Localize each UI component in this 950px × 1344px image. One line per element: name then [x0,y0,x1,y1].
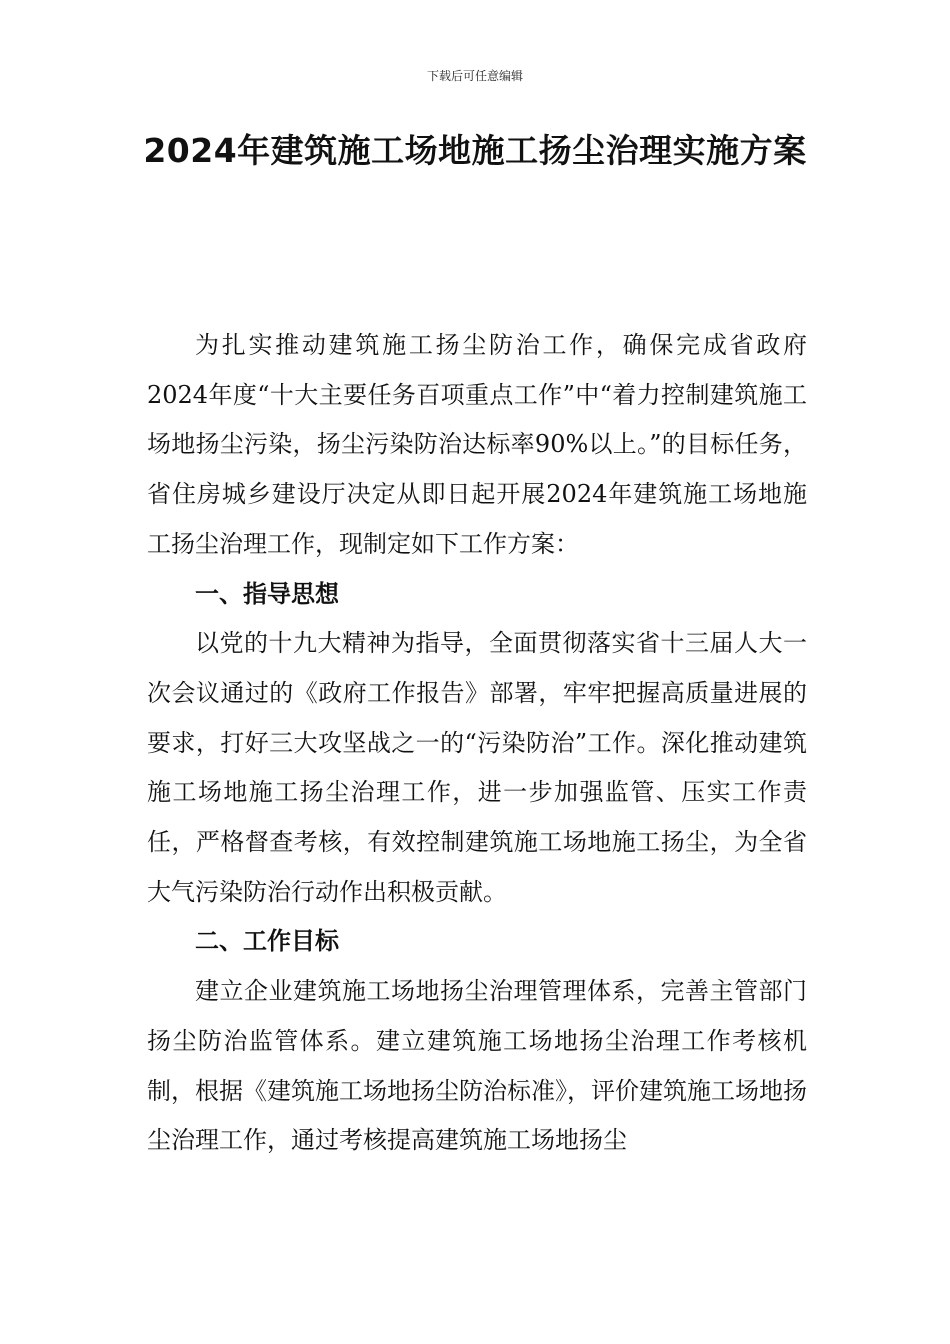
section-heading-guiding-thought: 一、指导思想 [195,579,339,608]
section-paragraph-work-goal: 建立企业建筑施工场地扬尘治理管理体系，完善主管部门扬尘防治监管体系。建立建筑施工场地扬尘治理工作考核机制，根据《建筑施工场地扬尘防治标准》，评价建筑施工场地扬尘治理工作，通过考核提高建筑施工场地扬尘 [147,977,807,1155]
section-paragraph-guiding-thought: 以党的十九大精神为指导，全面贯彻落实省十三届人大一次会议通过的《政府工作报告》部署，牢牢把握高质量进展的要求，打好三大攻坚战之一的“污染防治”工作。深化推动建筑施工场地施工扬尘治理工作，进一步加强监管、压实工作责任，严格督查考核，有效控制建筑施工场地施工扬尘，为全省大气污染防治行动作出积极贡献。 [147,629,807,906]
header-note: 下载后可任意编辑 [426,69,523,83]
section-heading-work-goal: 二、工作目标 [195,927,339,956]
document-title: 2024年建筑施工场地施工扬尘治理实施方案 [143,131,807,170]
intro-paragraph: 为扎实推动建筑施工扬尘防治工作，确保完成省政府2024年度“十大主要任务百项重点工作”中“着力控制建筑施工场地扬尘污染，扬尘污染防治达标率90%以上。”的目标任务，省住房城乡建设厅决定从即日起开展2024年建筑施工场地施工扬尘治理工作，现制定如下工作方案： [147,331,807,558]
document-body [147,321,807,1166]
